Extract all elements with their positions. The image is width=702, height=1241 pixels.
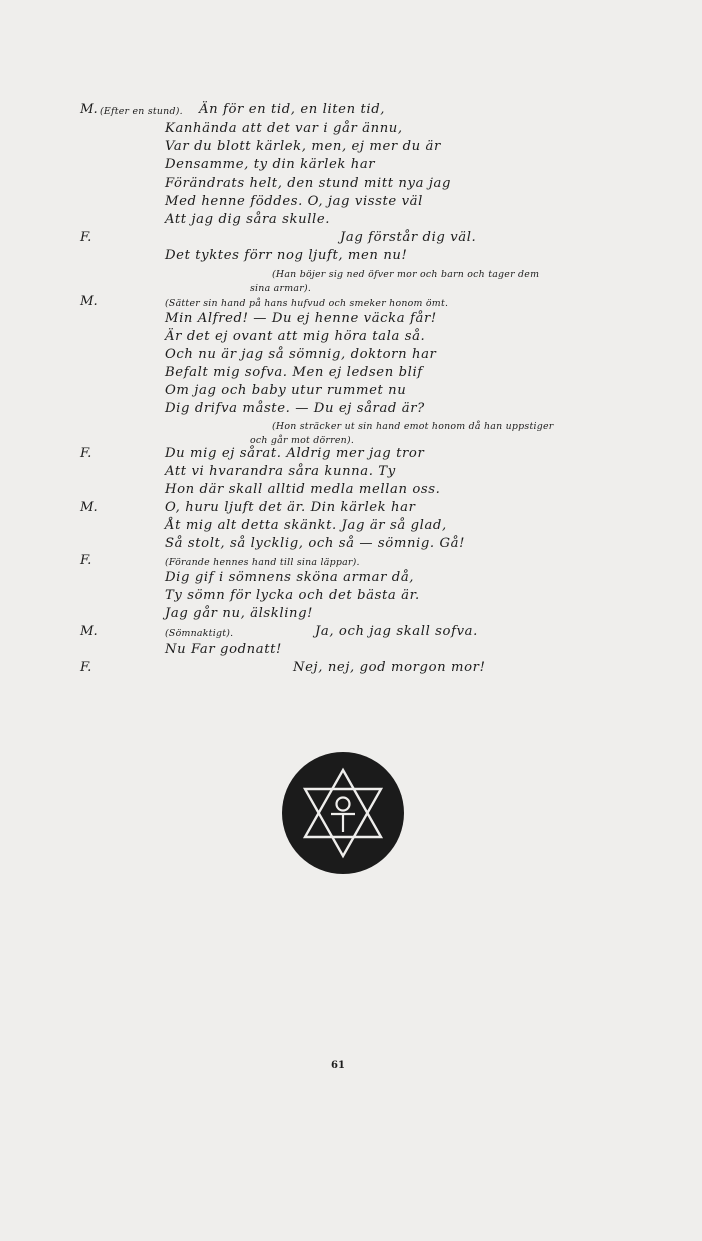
- stage-direction: (Han böjer sig ned öfver mor och barn och tager dem: [272, 269, 540, 280]
- verse-line: Än för en tid, en liten tid,: [199, 102, 386, 117]
- verse-line: Så stolt, så lycklig, och så — sömnig. Gå!: [165, 536, 465, 551]
- verse-line: Nej, nej, god morgon mor!: [293, 660, 486, 675]
- verse-line: Ja, och jag skall sofva.: [315, 624, 478, 639]
- stage-direction: (Efter en stund).: [100, 106, 183, 117]
- verse-line: Densamme, ty din kärlek har: [165, 157, 376, 172]
- verse-line: Ty sömn för lycka och det bästa är.: [165, 588, 420, 603]
- speaker-label: M.: [80, 102, 98, 117]
- speaker-label: M.: [80, 500, 98, 515]
- verse-line: Kanhända att det var i går ännu,: [165, 121, 403, 136]
- verse-line: Dig gif i sömnens sköna armar då,: [165, 570, 415, 585]
- verse-line: Dig drifva måste. — Du ej sårad är?: [165, 401, 425, 416]
- verse-line: Om jag och baby utur rummet nu: [165, 383, 407, 398]
- verse-line: Åt mig alt detta skänkt. Jag är så glad,: [165, 518, 447, 533]
- verse-line: Jag går nu, älskling!: [165, 606, 314, 621]
- verse-line: O, huru ljuft det är. Din kärlek har: [165, 500, 416, 515]
- stage-direction: och går mot dörren).: [250, 435, 355, 446]
- speaker-label: F.: [80, 553, 92, 568]
- verse-line: Var du blott kärlek, men, ej mer du är: [165, 139, 441, 154]
- verse-line: Det tyktes förr nog ljuft, men nu!: [165, 248, 408, 263]
- speaker-label: F.: [80, 230, 92, 245]
- verse-line: Är det ej ovant att mig höra tala så.: [165, 329, 426, 344]
- speaker-label: M.: [80, 624, 98, 639]
- verse-line: Jag förstår dig väl.: [340, 230, 477, 245]
- verse-line: Hon där skall alltid medla mellan oss.: [165, 482, 441, 497]
- star-of-david-emblem-icon: [280, 750, 406, 876]
- stage-direction: (Hon sträcker ut sin hand emot honom då han uppstiger: [272, 421, 554, 432]
- verse-line: Min Alfred! — Du ej henne väcka får!: [165, 311, 437, 326]
- verse-line: Du mig ej sårat. Aldrig mer jag tror: [165, 446, 425, 461]
- stage-direction: (Sömnaktigt).: [165, 628, 234, 639]
- speaker-label: F.: [80, 660, 92, 675]
- verse-line: Att jag dig såra skulle.: [165, 212, 331, 227]
- verse-line: Och nu är jag så sömnig, doktorn har: [165, 347, 437, 362]
- speaker-label: F.: [80, 446, 92, 461]
- verse-line: Med henne föddes. O, jag visste väl: [165, 194, 423, 209]
- speaker-label: M.: [80, 294, 98, 309]
- verse-line: Förändrats helt, den stund mitt nya jag: [165, 176, 452, 191]
- page-number: 61: [331, 1060, 345, 1071]
- stage-direction: sina armar).: [250, 283, 312, 294]
- verse-line: Befalt mig sofva. Men ej ledsen blif: [165, 365, 423, 380]
- verse-line: Att vi hvarandra såra kunna. Ty: [165, 464, 396, 479]
- verse-line: Nu Far godnatt!: [165, 642, 282, 657]
- stage-direction: (Sätter sin hand på hans hufvud och smeker honom ömt.: [165, 298, 449, 309]
- stage-direction: (Förande hennes hand till sina läppar).: [165, 557, 360, 568]
